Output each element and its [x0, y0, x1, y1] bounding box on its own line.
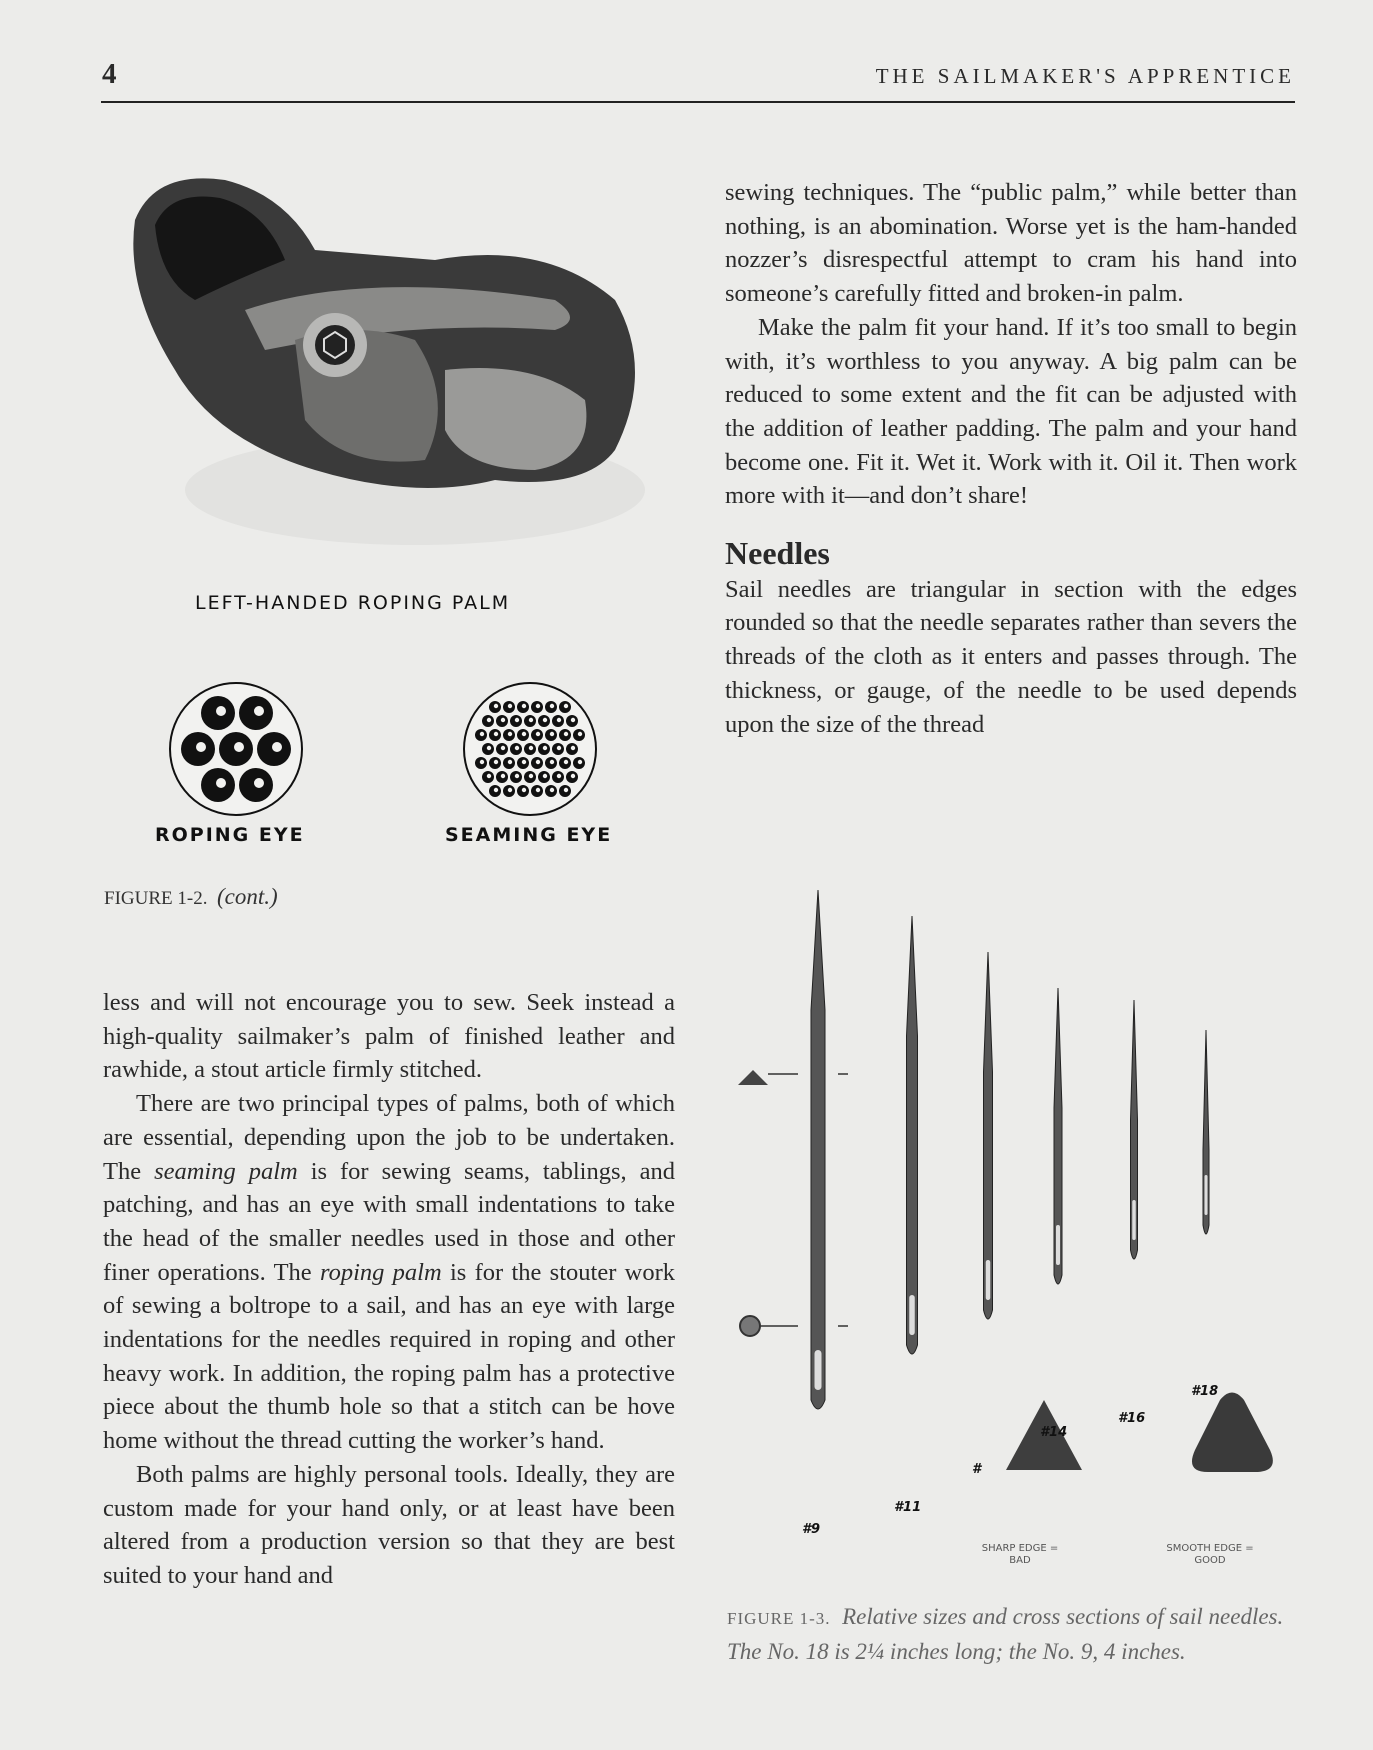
hole-center	[216, 778, 226, 788]
hole-center	[522, 760, 526, 764]
text-run: is for the stouter work of sewing a boltrope to a sail, and has an eye with large indentations for the needles required in roping and other heavy work. In addition, the roping palm has a protective piece about the thumb hole so that a stitch can be hove home without the thread cutting the worker’s hand.	[103, 1258, 676, 1455]
hole-center	[571, 746, 575, 750]
hole-center	[557, 774, 561, 778]
needle-eye	[1056, 1225, 1060, 1265]
hole-center	[508, 732, 512, 736]
figure-1-3-caption	[727, 1600, 1297, 1668]
right-column-text	[725, 176, 1297, 741]
hole-center	[494, 788, 498, 792]
hole-center	[536, 732, 540, 736]
hole-center	[234, 742, 244, 752]
paragraph: Both palms are highly personal tools. Ideally, they are custom made for your hand only, or at least have been altered from a production version so that they are best suited to your hand and	[103, 1460, 675, 1589]
hole-center	[522, 704, 526, 708]
hole-center	[578, 760, 582, 764]
hole-center	[543, 746, 547, 750]
hole-center	[501, 774, 505, 778]
caption-text: (cont.)	[216, 884, 278, 909]
hole-center	[529, 746, 533, 750]
paragraph: sewing techniques. The “public palm,” while better than nothing, is an abomination. Worse yet is the ham-handed nozzer’s disrespectful attempt to cram his hand into someone’s carefully fitted and broken-in palm.	[725, 179, 1297, 308]
paragraph	[103, 1087, 675, 1458]
smooth-edge-label: SMOOTH EDGE = GOOD	[1166, 1543, 1254, 1566]
needle-label: #14	[1040, 1425, 1068, 1440]
needle	[907, 916, 918, 1354]
hole-center	[536, 788, 540, 792]
needle-label: #11	[894, 1500, 922, 1515]
caption-label: FIGURE 1-3.	[727, 1609, 831, 1628]
hole-center	[487, 774, 491, 778]
needle-label: #	[972, 1462, 982, 1477]
hole-center	[480, 732, 484, 736]
needle-eye	[909, 1295, 915, 1335]
palm-label: LEFT-HANDED ROPING PALM	[195, 592, 511, 614]
hole-center	[522, 788, 526, 792]
seaming-eye-label: SEAMING EYE	[445, 824, 613, 846]
section-heading: Needles	[725, 535, 830, 572]
hole-center	[557, 746, 561, 750]
hole-center	[515, 774, 519, 778]
hole-center	[501, 746, 505, 750]
needle-eye	[986, 1260, 991, 1300]
hole-center	[536, 760, 540, 764]
hole-center	[272, 742, 282, 752]
hole-center	[564, 760, 568, 764]
hole-center	[487, 718, 491, 722]
smooth-section-icon	[1192, 1393, 1273, 1473]
hole-center	[501, 718, 505, 722]
text-run: There are two principal types of palms, both of which are essential, depending upon the job to be undertaken. The	[103, 1090, 675, 1185]
hole-center	[550, 704, 554, 708]
hole-center	[254, 706, 264, 716]
text-run: is for sewing seams, tablings, and patching, and has an eye with small indentations to take the head of the smaller needles used in those and other finer operations. The	[103, 1157, 675, 1286]
hole-center	[216, 706, 226, 716]
hole-center	[494, 704, 498, 708]
hole-center	[550, 788, 554, 792]
needle	[811, 890, 825, 1409]
hole-center	[529, 774, 533, 778]
caption-label: FIGURE 1-2.	[104, 888, 208, 909]
emphasis: seaming palm	[154, 1157, 298, 1185]
hole-center	[508, 760, 512, 764]
hole-center	[564, 704, 568, 708]
running-title: THE SAILMAKER'S APPRENTICE	[875, 64, 1295, 88]
figure-1-2-caption	[104, 884, 278, 910]
needle-eye	[1132, 1200, 1136, 1240]
hole-center	[196, 742, 206, 752]
hole-center	[494, 732, 498, 736]
hole-center	[254, 778, 264, 788]
left-column-text	[103, 986, 675, 1593]
hole-center	[571, 718, 575, 722]
needle-label: #9	[802, 1522, 821, 1537]
hole-center	[522, 732, 526, 736]
emphasis: roping palm	[319, 1258, 442, 1286]
hole-center	[515, 746, 519, 750]
hole-center	[557, 718, 561, 722]
seaming-eye-diagram	[462, 681, 598, 817]
needle-label: #16	[1118, 1411, 1146, 1426]
hole-center	[543, 774, 547, 778]
hole-center	[536, 704, 540, 708]
sharp-edge-label: SHARP EDGE = BAD	[981, 1543, 1059, 1566]
hole-center	[529, 718, 533, 722]
roping-eye-label: ROPING EYE	[155, 824, 305, 846]
roping-palm-illustration	[115, 170, 655, 570]
page-number: 4	[102, 58, 117, 90]
needle-eye	[1205, 1175, 1208, 1215]
caption-text: Relative sizes and cross sections of sail needles. The No. 18 is 2¼ inches long; the No. 9, 4 inches.	[727, 1604, 1284, 1664]
hole-center	[494, 760, 498, 764]
hole-center	[487, 746, 491, 750]
needles-illustration	[720, 880, 1320, 1600]
paragraph: Sail needles are triangular in section with the edges rounded so that the needle separates rather than severs the threads of the cloth as it enters and passes through. The thickness, or gauge, of the needle to be used depends upon the size of the thread	[725, 575, 1297, 738]
hole-center	[543, 718, 547, 722]
hole-center	[550, 732, 554, 736]
hole-center	[515, 718, 519, 722]
hole-center	[571, 774, 575, 778]
hole-center	[480, 760, 484, 764]
paragraph: less and will not encourage you to sew. Seek instead a high-quality sailmaker’s palm of finished leather and rawhide, a stout article firmly stitched.	[103, 989, 675, 1084]
hole-center	[578, 732, 582, 736]
hole-center	[550, 760, 554, 764]
hole-center	[508, 704, 512, 708]
hole-center	[564, 788, 568, 792]
header-rule	[101, 101, 1295, 103]
needle-label: #18	[1191, 1384, 1219, 1399]
paragraph: Make the palm fit your hand. If it’s too small to begin with, it’s worthless to you anyway. A big palm can be reduced to some extent and the fit can be adjusted with the addition of leather padding. The palm and your hand become one. Fit it. Wet it. Work with it. Oil it. Then work more with it—and don’t share!	[725, 313, 1297, 510]
hole-center	[564, 732, 568, 736]
hole-center	[508, 788, 512, 792]
needle-eye	[815, 1350, 822, 1390]
roping-eye-diagram	[168, 681, 304, 817]
